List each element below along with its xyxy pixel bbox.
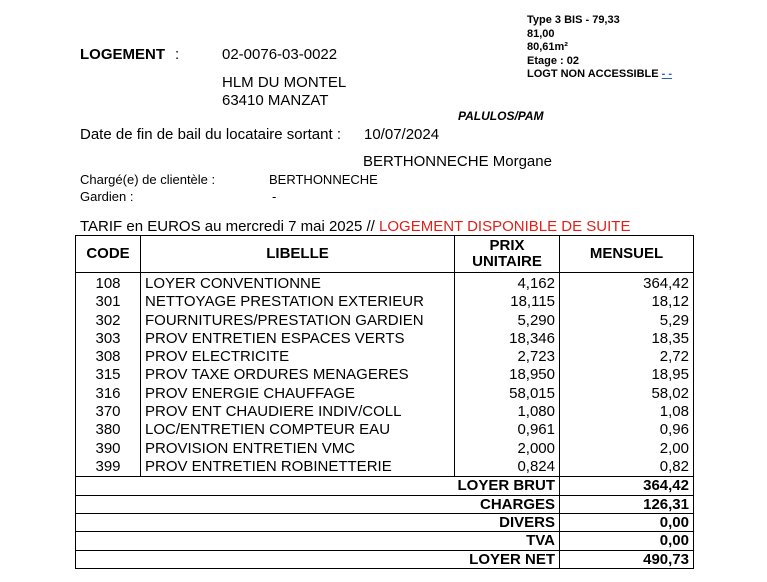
type-info: Type 3 BIS - 79,33	[527, 14, 620, 26]
table-row	[76, 385, 694, 403]
row-prix: 58,015	[455, 385, 560, 403]
row-prix: 18,115	[455, 293, 560, 311]
palulos-label: PALULOS/PAM	[458, 109, 544, 123]
total-row	[76, 514, 694, 532]
tarif-table	[75, 235, 694, 569]
locataire-name: BERTHONNECHE Morgane	[363, 153, 552, 170]
total-value: 0,00	[560, 532, 694, 550]
table-row	[76, 403, 694, 421]
row-code: 316	[76, 385, 141, 403]
row-mensuel: 18,12	[560, 293, 694, 311]
row-code: 380	[76, 421, 141, 439]
row-code: 399	[76, 458, 141, 477]
total-row	[76, 532, 694, 550]
row-libelle: FOURNITURES/PRESTATION GARDIEN	[141, 312, 455, 330]
total-value: 364,42	[560, 477, 694, 495]
total-row	[76, 495, 694, 513]
total-value: 490,73	[560, 550, 694, 568]
accessibility-link[interactable]: - -	[661, 68, 673, 81]
etage-info: Etage : 02	[527, 54, 579, 67]
row-mensuel: 0,96	[560, 421, 694, 439]
gardien-value: -	[272, 189, 277, 204]
table-row	[76, 421, 694, 439]
row-prix: 0,824	[455, 458, 560, 477]
charge-clientele-label: Chargé(e) de clientèle :	[80, 172, 216, 187]
table-row	[76, 273, 694, 294]
row-libelle: PROV TAXE ORDURES MENAGERES	[141, 366, 455, 384]
row-code: 301	[76, 293, 141, 311]
logement-label: LOGEMENT	[80, 46, 165, 63]
row-code: 390	[76, 440, 141, 458]
table-row	[76, 293, 694, 311]
row-libelle: PROV ENTRETIEN ESPACES VERTS	[141, 330, 455, 348]
charge-clientele-value: BERTHONNECHE	[269, 172, 378, 187]
address-line2: 63410 MANZAT	[222, 92, 329, 109]
header-mensuel: MENSUEL	[560, 236, 694, 273]
gardien-label: Gardien :	[80, 189, 134, 204]
row-libelle: PROV ELECTRICITE	[141, 348, 455, 366]
header-prix	[455, 236, 560, 273]
table-row	[76, 440, 694, 458]
accessibility-info	[527, 68, 672, 82]
row-mensuel: 0,82	[560, 458, 694, 477]
info-line2: 81,00	[527, 27, 555, 40]
row-mensuel: 2,72	[560, 348, 694, 366]
row-mensuel: 2,00	[560, 440, 694, 458]
row-prix: 1,080	[455, 403, 560, 421]
top-info-block	[527, 14, 672, 82]
row-code: 308	[76, 348, 141, 366]
header-libelle: LIBELLE	[141, 236, 455, 273]
table-header-row	[76, 236, 694, 273]
accessibility-label: LOGT NON ACCESSIBLE	[527, 68, 659, 81]
tarif-line	[80, 218, 630, 235]
row-libelle: PROV ENERGIE CHAUFFAGE	[141, 385, 455, 403]
row-prix: 18,346	[455, 330, 560, 348]
row-code: 303	[76, 330, 141, 348]
total-label: LOYER BRUT	[76, 477, 560, 495]
row-mensuel: 18,95	[560, 366, 694, 384]
row-prix: 0,961	[455, 421, 560, 439]
row-mensuel: 364,42	[560, 273, 694, 294]
row-mensuel: 58,02	[560, 385, 694, 403]
total-label: LOYER NET	[76, 550, 560, 568]
logement-number: 02-0076-03-0022	[222, 46, 338, 63]
row-prix: 4,162	[455, 273, 560, 294]
status-disponible: LOGEMENT DISPONIBLE DE SUITE	[379, 218, 631, 235]
row-libelle: PROVISION ENTRETIEN VMC	[141, 440, 455, 458]
address-line1: HLM DU MONTEL	[222, 74, 347, 91]
total-label: CHARGES	[76, 495, 560, 513]
row-code: 315	[76, 366, 141, 384]
row-prix: 2,723	[455, 348, 560, 366]
row-code: 302	[76, 312, 141, 330]
surface-info: 80,61m²	[527, 41, 568, 54]
row-libelle: PROV ENTRETIEN ROBINETTERIE	[141, 458, 455, 477]
total-label: DIVERS	[76, 514, 560, 532]
row-prix: 2,000	[455, 440, 560, 458]
header-prix-line2: UNITAIRE	[472, 253, 542, 270]
row-mensuel: 18,35	[560, 330, 694, 348]
row-mensuel: 5,29	[560, 312, 694, 330]
table-row	[76, 312, 694, 330]
table-row	[76, 458, 694, 477]
total-row	[76, 550, 694, 568]
header-code: CODE	[76, 236, 141, 273]
fin-bail-date: 10/07/2024	[364, 126, 440, 143]
row-code: 108	[76, 273, 141, 294]
table-row	[76, 330, 694, 348]
row-libelle: LOC/ENTRETIEN COMPTEUR EAU	[141, 421, 455, 439]
row-prix: 5,290	[455, 312, 560, 330]
logement-colon: :	[175, 46, 180, 63]
table-row	[76, 348, 694, 366]
row-libelle: PROV ENT CHAUDIERE INDIV/COLL	[141, 403, 455, 421]
table-row	[76, 366, 694, 384]
tarif-prefix: TARIF en EUROS au mercredi 7 mai 2025 //	[80, 218, 375, 235]
row-code: 370	[76, 403, 141, 421]
header-prix-line1: PRIX	[489, 237, 525, 254]
row-mensuel: 1,08	[560, 403, 694, 421]
fin-bail-label: Date de fin de bail du locataire sortant :	[80, 126, 341, 143]
total-value: 126,31	[560, 495, 694, 513]
row-libelle: NETTOYAGE PRESTATION EXTERIEUR	[141, 293, 455, 311]
total-label: TVA	[76, 532, 560, 550]
total-row	[76, 477, 694, 495]
row-prix: 18,950	[455, 366, 560, 384]
total-value: 0,00	[560, 514, 694, 532]
row-libelle: LOYER CONVENTIONNE	[141, 273, 455, 294]
